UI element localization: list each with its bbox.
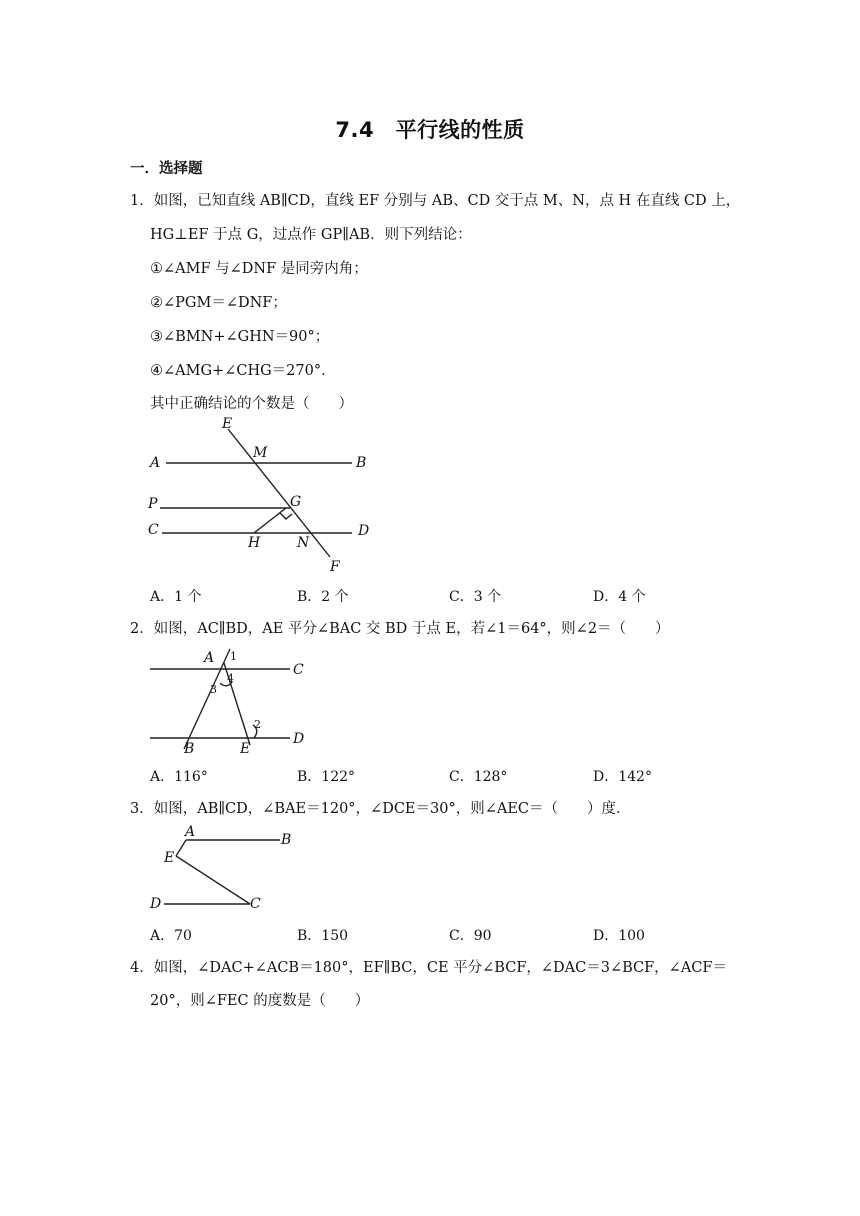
label-b: B xyxy=(281,832,292,848)
q4-stem-line1: 4．如图，∠DAC+∠ACB＝180°，EF∥BC，CE 平分∠BCF，∠DAC＝3∠BCF，∠ACF＝ xyxy=(130,960,727,976)
segment-ec xyxy=(176,856,250,904)
label-d: D xyxy=(150,896,162,912)
q1-item-4: ④∠AMG+∠CHG＝270°． xyxy=(150,363,336,379)
label-angle-1: 1 xyxy=(230,650,237,663)
q1-item-2: ②∠PGM＝∠DNF； xyxy=(150,295,287,311)
label-m: M xyxy=(253,445,268,461)
q1-item-1: ①∠AMF 与∠DNF 是同旁内角； xyxy=(150,261,368,277)
q3-stem: 3．如图，AB∥CD，∠BAE＝120°，∠DCE＝30°，则∠AEC＝（ ）度． xyxy=(130,801,631,817)
label-angle-3: 3 xyxy=(210,683,217,696)
q1-option-a[interactable]: A．1 个 xyxy=(150,589,202,605)
q3-option-c[interactable]: C．90 xyxy=(449,928,492,944)
q2-figure xyxy=(140,645,325,760)
label-c: C xyxy=(148,522,159,538)
q1-stem-line1: 1．如图，已知直线 AB∥CD，直线 EF 分别与 AB、CD 交于点 M、N，点 H 在直线 CD 上， xyxy=(130,193,741,209)
label-angle-2: 2 xyxy=(254,718,261,731)
q1-stem-line2: HG⊥EF 于点 G，过点作 GP∥AB．则下列结论： xyxy=(150,227,472,243)
label-d: D xyxy=(358,523,370,539)
right-angle-mark xyxy=(280,513,292,519)
q2-option-d[interactable]: D．142° xyxy=(593,769,652,785)
q1-option-d[interactable]: D．4 个 xyxy=(593,589,646,605)
label-b: B xyxy=(184,741,195,757)
label-g: G xyxy=(290,494,302,510)
segment-ae xyxy=(176,840,186,856)
line-ef xyxy=(228,429,330,557)
segment-hg xyxy=(254,508,286,533)
q3-figure xyxy=(140,822,300,917)
q2-stem: 2．如图，AC∥BD，AE 平分∠BAC 交 BD 于点 E，若∠1＝64°，则∠2＝（ ） xyxy=(130,621,670,637)
label-d: D xyxy=(293,731,305,747)
section-heading: 一．选择题 xyxy=(130,161,203,177)
label-e: E xyxy=(164,850,175,866)
q1-prompt: 其中正确结论的个数是（ ） xyxy=(150,396,353,412)
label-c: C xyxy=(293,662,304,678)
q1-option-c[interactable]: C．3 个 xyxy=(449,589,502,605)
q1-figure xyxy=(140,415,390,580)
label-a: A xyxy=(204,650,215,666)
label-c: C xyxy=(250,896,261,912)
q1-item-3: ③∠BMN+∠GHN＝90°； xyxy=(150,329,330,345)
q2-option-b[interactable]: B．122° xyxy=(297,769,356,785)
label-b: B xyxy=(356,455,367,471)
q2-option-a[interactable]: A．116° xyxy=(150,769,208,785)
label-a: A xyxy=(185,824,196,840)
q3-option-d[interactable]: D．100 xyxy=(593,928,645,944)
q3-option-b[interactable]: B．150 xyxy=(297,928,349,944)
label-h: H xyxy=(248,535,261,551)
label-e: E xyxy=(222,416,233,432)
label-p: P xyxy=(148,496,158,512)
label-n: N xyxy=(297,535,310,551)
page-title: 7.4 平行线的性质 xyxy=(335,118,525,142)
q3-option-a[interactable]: A．70 xyxy=(150,928,192,944)
q2-option-c[interactable]: C．128° xyxy=(449,769,508,785)
q1-option-b[interactable]: B．2 个 xyxy=(297,589,349,605)
q4-stem-line2: 20°，则∠FEC 的度数是（ ） xyxy=(150,993,370,1009)
label-angle-4: 4 xyxy=(227,672,234,685)
label-e: E xyxy=(240,741,251,757)
label-f: F xyxy=(330,559,340,575)
label-a: A xyxy=(150,455,161,471)
